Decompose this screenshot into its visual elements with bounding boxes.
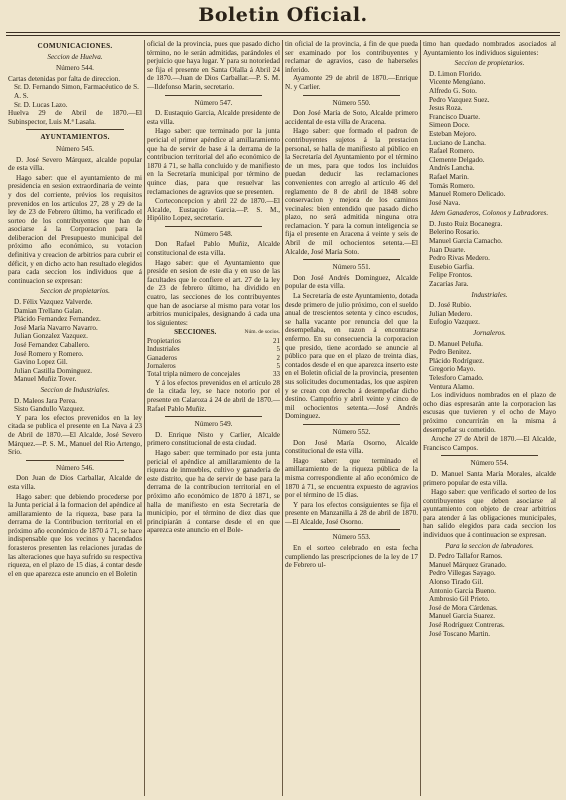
list-item: Manuel Muñiz Tover.: [14, 375, 77, 384]
table-cell-section: Ganaderos: [147, 353, 177, 362]
list-item: Jesus Roza.: [429, 104, 463, 113]
list-item: Ventura Alamo.: [429, 382, 475, 391]
section-divider: [26, 460, 124, 461]
list-item: Francisco Duarte.: [429, 112, 481, 121]
subsection-heading: Seccion de Industriales.: [40, 385, 110, 394]
notice-number: Número 552.: [332, 427, 371, 436]
subsection-heading: Idem Ganaderos, Colonos y Labradores.: [430, 209, 549, 218]
paragraph: Don José María Osorno, Alcalde constitucional de esta villa.: [285, 438, 418, 456]
paragraph: D. José Severo Márquez, alcalde popular de esta villa.: [8, 155, 142, 173]
secciones-table: [147, 328, 280, 378]
paragraph: timo han quedado nombrados asociados al Ayuntamiento los individuos siguientes:: [423, 40, 556, 57]
list-item: D. Manuel Peluña.: [429, 339, 483, 348]
list-item: Rafael Romero.: [429, 147, 475, 156]
table-row: [147, 362, 280, 370]
paragraph: Hago saber: que debiendo procederse por la Junta pericial á la formacion del apéndice al amillaramiento de la riqueza, base para la derrama de la Contribucion territorial en el próximo año económico de 1870 á 71, se hace indispensable que los vecinos y hacendados forasteros presenten las relaciones juradas de las alteraciones que haya sufrido su respectiva riqueza, en el plazo de 15 dias, á contar desde el en que aparezca este anuncio en el Boletin: [8, 492, 142, 578]
list-item: José de Mora Cárdenas.: [429, 603, 498, 612]
list-item: Vicente Mengúano.: [429, 78, 486, 87]
notice-number: Número 551.: [332, 263, 371, 272]
list-item: Manuel Garcia Suarez.: [429, 612, 496, 621]
top-rule-double: [6, 35, 560, 36]
paragraph: D. Enrique Nisto y Carlier, Alcalde primero constitucional de esta ciudad.: [147, 430, 280, 448]
list-item: D. Pedro Tallafor Ramos.: [429, 552, 503, 561]
list-item: Sr. D. Fernando Simon, Farmacéutico de S. A. S.: [14, 83, 139, 100]
section-divider: [303, 529, 400, 530]
column-1: [6, 40, 144, 796]
table-header-name: SECCIONES.: [174, 328, 217, 337]
list-item: Julian Gonzalez Vazquez.: [14, 332, 88, 341]
notice-number: Número 549.: [194, 420, 233, 429]
paragraph: Los individuos nombrados en el plazo de ocho dias espresarán ante la corporacion las escusas que tuvieren y el ocho de Mayo próximo concurrirán en la misma á desempeñar su cometido.: [423, 391, 556, 434]
paragraph: Cartas detenidas por falta de direccion.: [8, 74, 121, 83]
list-item: Alfredo G. Soto.: [429, 86, 477, 95]
list-item: José María Navarro Navarro.: [14, 323, 98, 332]
list-item: D. Félix Vazquez Valverde.: [14, 298, 93, 307]
subsection-heading: Seccion de Huelva.: [47, 52, 103, 61]
list-item: José Fernandez Caballero.: [14, 341, 90, 349]
paragraph: D. Manuel Santa María Morales, alcalde primero popular de esta villa.: [423, 469, 556, 487]
column-3: [282, 40, 420, 796]
section-divider: [165, 226, 262, 227]
section-divider: [303, 424, 400, 425]
paragraph: La Secretaría de este Ayuntamiento, dotada desde primero de julio próximo, con el sueldo anual de trescientos setenta y cinco escudos, se halla vacante por renuncia del que la desempeñaba, en razon á encontrarse enfermo. En su consecuencia la corporacion que presido, tiene acordado se anuncie al público para que en el plazo de treinta dias, contados desde el en que aparezca inserto este en el Boletin oficial de la provincia, presenten sus solicitudes documentadas, los que aspiren y se crean con derecho á desempeñar dicho destino. Campofrio y abril veinte y cinco de mil ochocientos setenta.—José Andrés Dominguez.: [285, 292, 418, 421]
paragraph: Aroche 27 de Abril de 1870.—El Alcalde, Francisco Campos.: [423, 435, 556, 452]
paragraph: Don Juan de Dios Carballar, Alcalde de esta villa.: [8, 474, 142, 491]
paragraph: tin oficial de la provincia, á fin de que pueda ser examinado por los contribuyentes y reclamar de agravios, caso de haberseles inferido.: [285, 40, 418, 74]
paragraph: Hago saber: que el Ayuntamiento que preside en sesion de este dia y en uso de las facultades que le confiere el art. 27 de la ley de 23 de febrero último, ha dividido en cuatro, las secciones de los contribuyentes que han de asociarse al mismo para votar los arbitrios municipales, designando á cada una los siguientes:: [147, 258, 280, 327]
list-item: Andrés Lancha.: [429, 164, 475, 173]
list-item: Manuel Romero Delicado.: [429, 190, 506, 199]
table-row: [147, 345, 280, 353]
list-item: Gregorio Mayo.: [429, 365, 476, 374]
list-item: Clemente Delgado.: [429, 155, 485, 164]
list-item: Pedro Benitez.: [429, 348, 472, 357]
notice-number: Número 550.: [332, 98, 371, 107]
notice-number: Número 546.: [56, 463, 94, 472]
table-row: [147, 337, 280, 345]
list-item: Pedro Villegas Sayago.: [429, 569, 496, 578]
list-item: Manuel Márquez Granado.: [429, 560, 507, 569]
list-item: Ambrosio Gil Prieto.: [429, 595, 490, 604]
notice-number: Número 553.: [332, 533, 371, 542]
list-item: Manuel Garcia Camacho.: [429, 237, 503, 246]
list-item: D. José Rubio.: [429, 301, 472, 310]
column-2: [144, 40, 282, 796]
table-cell-count: 5: [276, 345, 280, 354]
section-heading: AYUNTAMIENTOS.: [40, 133, 110, 142]
paragraph: Don José Andrés Dominguez, Alcalde popular de esta villa.: [285, 273, 418, 291]
list-item: Sisto Gandullo Vazquez.: [14, 405, 85, 414]
section-divider: [303, 259, 400, 260]
paragraph: D. Eustaquio Garcia, Alcalde presidente de esta villa.: [147, 109, 280, 126]
paragraph: En el sorteo celebrado en esta fecha cumpliendo las prescripciones de la ley de 17 de Febrero ul-: [285, 544, 418, 570]
table-header-count: Núm. de socios.: [244, 329, 280, 336]
paragraph: Huelva 29 de Abril de 1870.—El Subinspector, Luis M.ª Lasala.: [8, 109, 142, 126]
list-item: Tomás Romero.: [429, 181, 475, 190]
list-item: Gavino Lopez Gil.: [14, 358, 68, 367]
subsection-heading: Jornaleros.: [473, 329, 506, 337]
list-item: D. Limon Florido.: [429, 69, 482, 78]
masthead: Boletin Oficial.: [198, 4, 368, 26]
table-cell-section: Jornaleros: [147, 362, 176, 371]
subsection-heading: Para la seccion de labradores.: [445, 541, 534, 550]
paragraph: Hago saber: que verificado el sorteo de los contribuyentes que deben asociarse al ayuntamiento con objeto de crear arbitrios para atender á las obligaciones municipales, han salido elegidos para cada seccion los individuos que á continuacion se expresan.: [423, 488, 556, 540]
list-item: Luciano de Lancha.: [429, 138, 486, 147]
paragraph: Ayamonte 29 de abril de 1870.—Enrique N. y Carlier.: [285, 74, 418, 91]
list-item: Plácido Fernandez Fernandez.: [14, 315, 101, 324]
list-item: Juan Duarte.: [429, 245, 466, 254]
list-item: Sr. D. Lucas Lazo.: [14, 100, 68, 109]
section-divider: [165, 416, 262, 417]
table-cell-count: 21: [273, 336, 280, 345]
table-cell-count: 5: [276, 362, 280, 371]
table-cell-section: Industriales: [147, 345, 180, 354]
list-item: Damian Trellano Galan.: [14, 306, 84, 315]
paragraph: oficial de la provincia, pues que pasado dicho término, no le serán admitidas, parándoles el perjuicio que haya lugar. Y para su notoriedad se fija el presente en Santa Olalla á Abril 24 de 1870.—Juan de Dios Carballar.—P. S. M.—Ildefonso Marin, secretario.: [147, 40, 280, 91]
notice-number: Número 547.: [194, 98, 233, 107]
subsection-heading: Industriales.: [471, 290, 508, 299]
table-row: [147, 354, 280, 362]
table-total-label: Total tripla número de concejales: [147, 370, 241, 379]
section-divider: [26, 129, 124, 130]
columns: [6, 40, 560, 796]
list-item: Julian Castilla Dominguez.: [14, 366, 93, 375]
list-item: Esteban Mejoro.: [429, 129, 477, 138]
list-item: Rafael Marin.: [429, 172, 469, 181]
table-total-row: [147, 370, 280, 378]
paragraph: Hago saber: que formado el padron de contribuyentes sujetos á la prestacion personal, se halla de manifiesto al público en la Secretaría del Ayuntamiento por el término de un mes, para que todos los incluidos puedan deducir las reclamaciones convenientes con arreglo al artículo 46 del reglamento de 8 de abril de 1848 sobre conservacion y mejora de los caminos vecinales: bien entendido que pasado dicho plazo, no será admitida ninguna otra reclamacion. Y para la comun inteligencia se fija el presente en Aracena á veinte y seis de Abril de mil ochocientos setenta.—El Alcalde, José María Soto.: [285, 127, 418, 256]
section-divider: [165, 95, 262, 96]
table-cell-count: 2: [276, 353, 280, 362]
list-item: Simeon Doce.: [429, 121, 470, 130]
paragraph: Don Rafael Pablo Muñiz, Alcalde constitucional de esta villa.: [147, 240, 280, 258]
list-item: Pedro Vazquez Suez.: [429, 95, 490, 104]
table-header-row: [147, 328, 280, 336]
column-4: [420, 40, 558, 796]
list-item: Plácido Rodríguez.: [429, 356, 485, 365]
notice-number: Número 544.: [56, 64, 94, 73]
paragraph: Y para los efectos prevenidos en la ley citada se publica el presente en La Nava á 23 de Abril de 1870.—El Alcalde, José Severo Márquez.—P. S. M., Manuel del Rio Artengo, Srio.: [8, 413, 142, 457]
notice-number: Número 548.: [194, 229, 233, 238]
paragraph: Hago saber: que terminado por la junta pericial el primer apéndice al amillaramiento que ha de servir de base á la derrama de la contribucion territorial del año económico de 1870 á 71, se halla concluido y de manifiesto en la Secretaría municipal por término de quince dias, para que resuelvar las reclamaciones de agravios que se presenten.: [147, 127, 280, 196]
list-item: Pedro Rivas Medero.: [429, 254, 490, 263]
list-item: D. Justo Ruiz Bocanegra.: [429, 219, 503, 228]
paragraph: Corteconcepcion y abril 22 de 1870.—El Alcalde, Eustaquio Garcia.—P. S. M., Hipólito Lopez, secretario.: [147, 197, 280, 223]
list-item: D. Maleos Jara Perea.: [14, 396, 77, 405]
list-item: Alonso Tirado Gil.: [429, 578, 484, 587]
list-item: Zacarías Jara.: [429, 280, 469, 289]
paragraph: Hago saber: que el ayuntamiento de mi presidencia en sesion extraordinaria de veinte y dos del corriente, prévios los requisitos prevenidos en los artículos 27, 28 y 29 de la ley de 23 de Febrero último, ha verificado el sorteo de los contribuyentes que han de asociarse á la Corporacion para la deliberacion del Presupuesto municipal del próximo año económico, su votacion definitiva y creacion de arbitrios para cubrir el déficit, y en dicho acto han resultado elegidos para cada seccion los individuos que á continuacion se expresan:: [8, 173, 142, 285]
list-item: Felipe Frontos.: [429, 271, 473, 280]
list-item: José Romero y Romero.: [14, 349, 84, 358]
paragraph: Don José María de Soto, Alcalde primero accidental de esta villa de Aracena.: [285, 109, 418, 126]
notice-number: Número 545.: [56, 144, 94, 153]
notice-number: Número 554.: [470, 459, 509, 468]
top-rule: [6, 32, 560, 33]
list-item: Julian Medero.: [429, 309, 473, 318]
table-cell-section: Propietarios: [147, 336, 181, 345]
list-item: Belerino Rosario.: [429, 228, 480, 237]
paragraph: Y á los efectos prevenidos en el artículo 28 de la citada ley, se hace notorio por el presente en Calaroza á 24 de abril de 1870.—Rafael Pablo Muñiz.: [147, 378, 280, 413]
list-item: Eusebio Garfia.: [429, 262, 475, 271]
list-item: José Nava.: [429, 198, 461, 207]
list-item: Antonio Garcia Bueno.: [429, 586, 496, 595]
paragraph: Hago saber: que terminado el amillaramiento de la riqueza pública de la misma correspondiente al año económico de 1870 á 71, se encuentra expuesto de agravios por el término de 15 dias.: [285, 456, 418, 500]
paragraph: Hago saber: que terminado por esta junta pericial el apéndice al amillaramiento de la riqueza de inmuebles, cultivo y ganadería de este distrito, que ha de servir de base para la derrama de la contribucion territorial en el próximo año económico de 1870 á 1871, se halla de manifiesto en esta Secretaría de municipio, por el término de diez dias que principiarán á contarse desde el en que aparezca este anuncio en el Bole-: [147, 449, 280, 535]
subsection-heading: Seccion de propietarios.: [454, 59, 525, 68]
list-item: Telesforo Camado.: [429, 373, 484, 382]
section-divider: [303, 95, 400, 96]
list-item: Eufogio Vazquez.: [429, 318, 480, 327]
list-item: José Toscano Martin.: [429, 629, 491, 638]
section-heading: COMUNICACIONES.: [37, 42, 113, 50]
paragraph: Y para los efectos consiguientes se fija el presente en Manzanilla á 28 de abril de 1870.—El Alcalde, José Osorno.: [285, 500, 418, 526]
table-total-value: 33: [273, 370, 280, 379]
subsection-heading: Seccion de propietarios.: [40, 287, 110, 296]
list-item: José Rodríguez Contreras.: [429, 621, 505, 629]
section-divider: [441, 455, 538, 456]
